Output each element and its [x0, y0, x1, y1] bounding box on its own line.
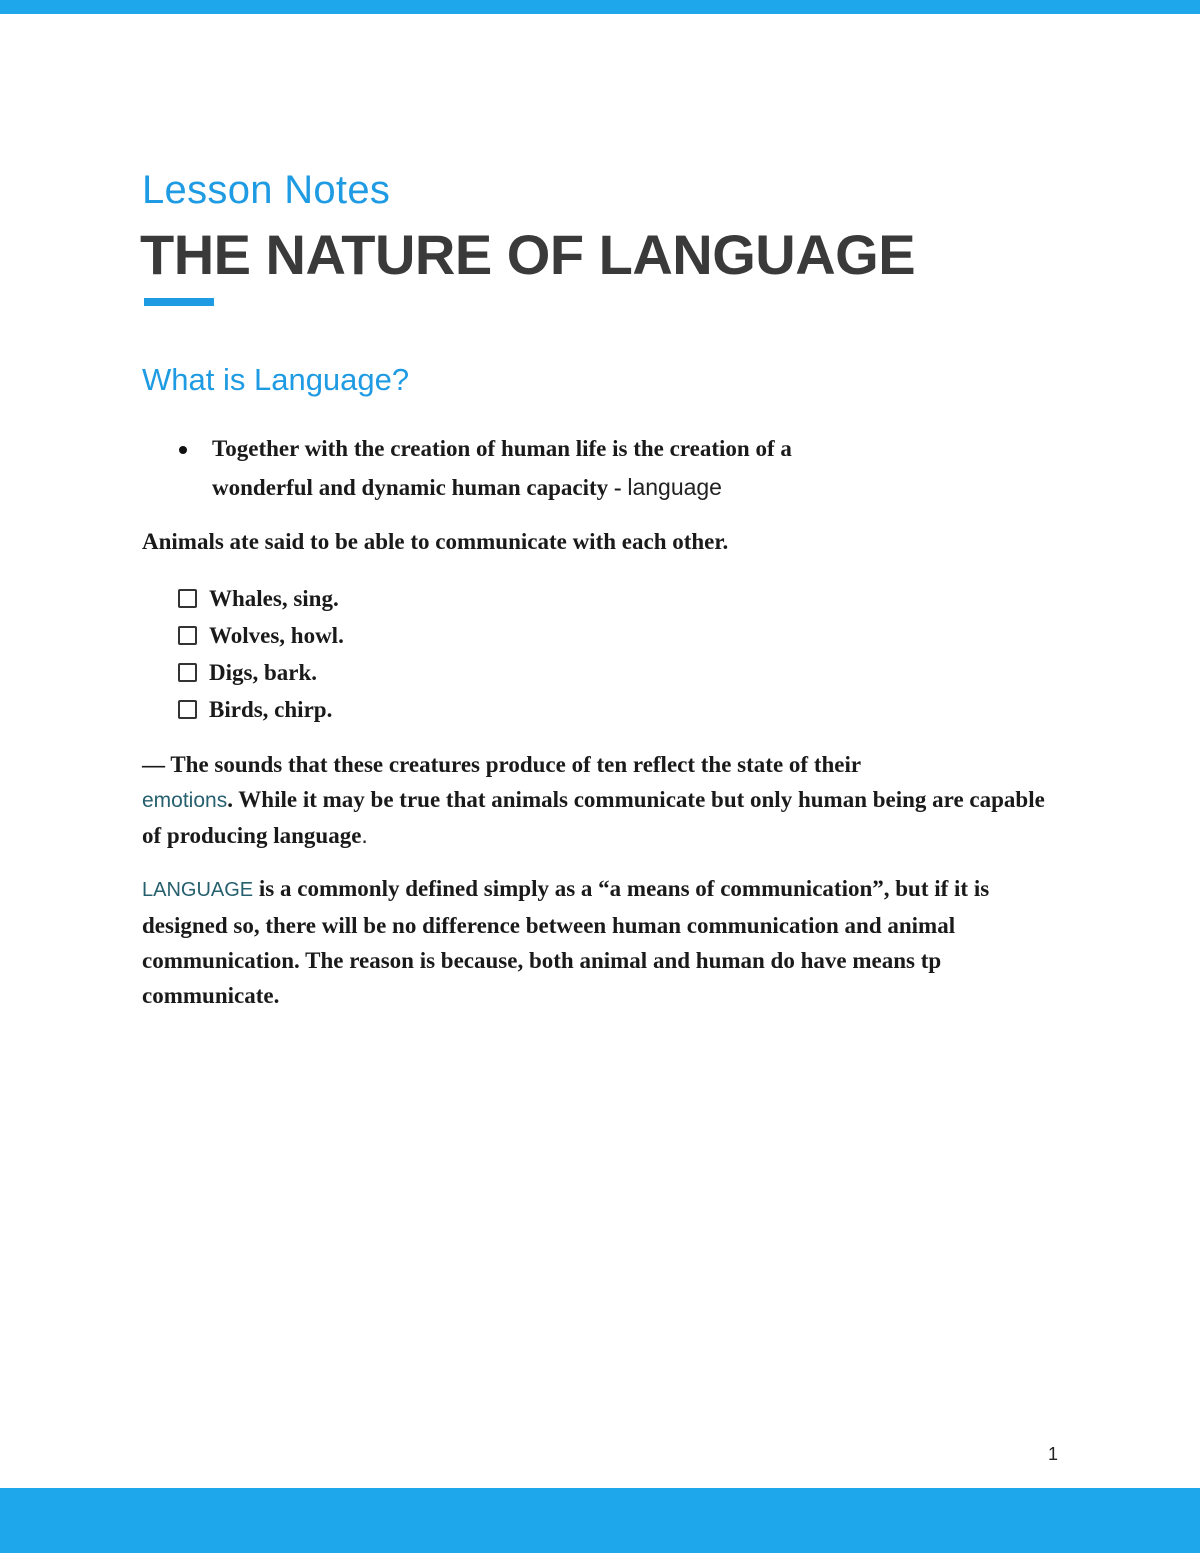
checklist-label: Birds, chirp. — [209, 697, 333, 722]
emotions-highlight: emotions — [142, 789, 228, 812]
bullet-list — [142, 430, 1022, 507]
page-title: THE NATURE OF LANGUAGE — [140, 223, 916, 286]
checklist-item — [178, 654, 344, 691]
list-item — [142, 430, 1022, 507]
bullet-dot-icon — [179, 446, 187, 454]
paragraph-language-definition — [142, 871, 1052, 1013]
checklist-label: Wolves, howl. — [209, 623, 344, 648]
checklist-label: Whales, sing. — [209, 586, 339, 611]
checklist-label: Digs, bark. — [209, 660, 317, 685]
checkbox-icon — [178, 663, 197, 682]
checklist-item — [178, 617, 344, 654]
checklist-item — [178, 580, 344, 617]
lesson-kicker: Lesson Notes — [142, 168, 391, 212]
page-number: 1 — [1048, 1444, 1059, 1464]
title-accent-rule — [144, 298, 214, 306]
bullet-text-line2: wonderful and dynamic human capacity - — [212, 475, 628, 500]
sounds-lead: — The sounds that these creatures produce of ten reflect the state of their — [142, 752, 862, 777]
bullet-emphasis: language — [627, 474, 722, 500]
checklist — [178, 580, 344, 728]
language-definition-text: is a commonly defined simply as a “a means of communication”, but if it is designed so, there will be no difference between human communication and animal communication. The reason is because, both animal and human do have means tp communicate. — [142, 876, 990, 1008]
checkbox-icon — [178, 626, 197, 645]
language-term: LANGUAGE — [142, 879, 254, 901]
section-heading: What is Language? — [142, 362, 410, 397]
checklist-item — [178, 691, 344, 728]
bottom-accent-bar — [0, 1488, 1200, 1553]
paragraph-animals: Animals ate said to be able to communicate with each other. — [142, 529, 729, 554]
paragraph-sounds — [142, 747, 1052, 853]
sounds-rest: . While it may be true that animals communicate but only human being are capable of producing language — [142, 787, 1045, 848]
top-accent-bar — [0, 0, 1200, 14]
checkbox-icon — [178, 589, 197, 608]
bullet-text-line1: Together with the creation of human life is the creation of a — [212, 436, 792, 461]
checkbox-icon — [178, 700, 197, 719]
sounds-end: . — [361, 822, 368, 848]
